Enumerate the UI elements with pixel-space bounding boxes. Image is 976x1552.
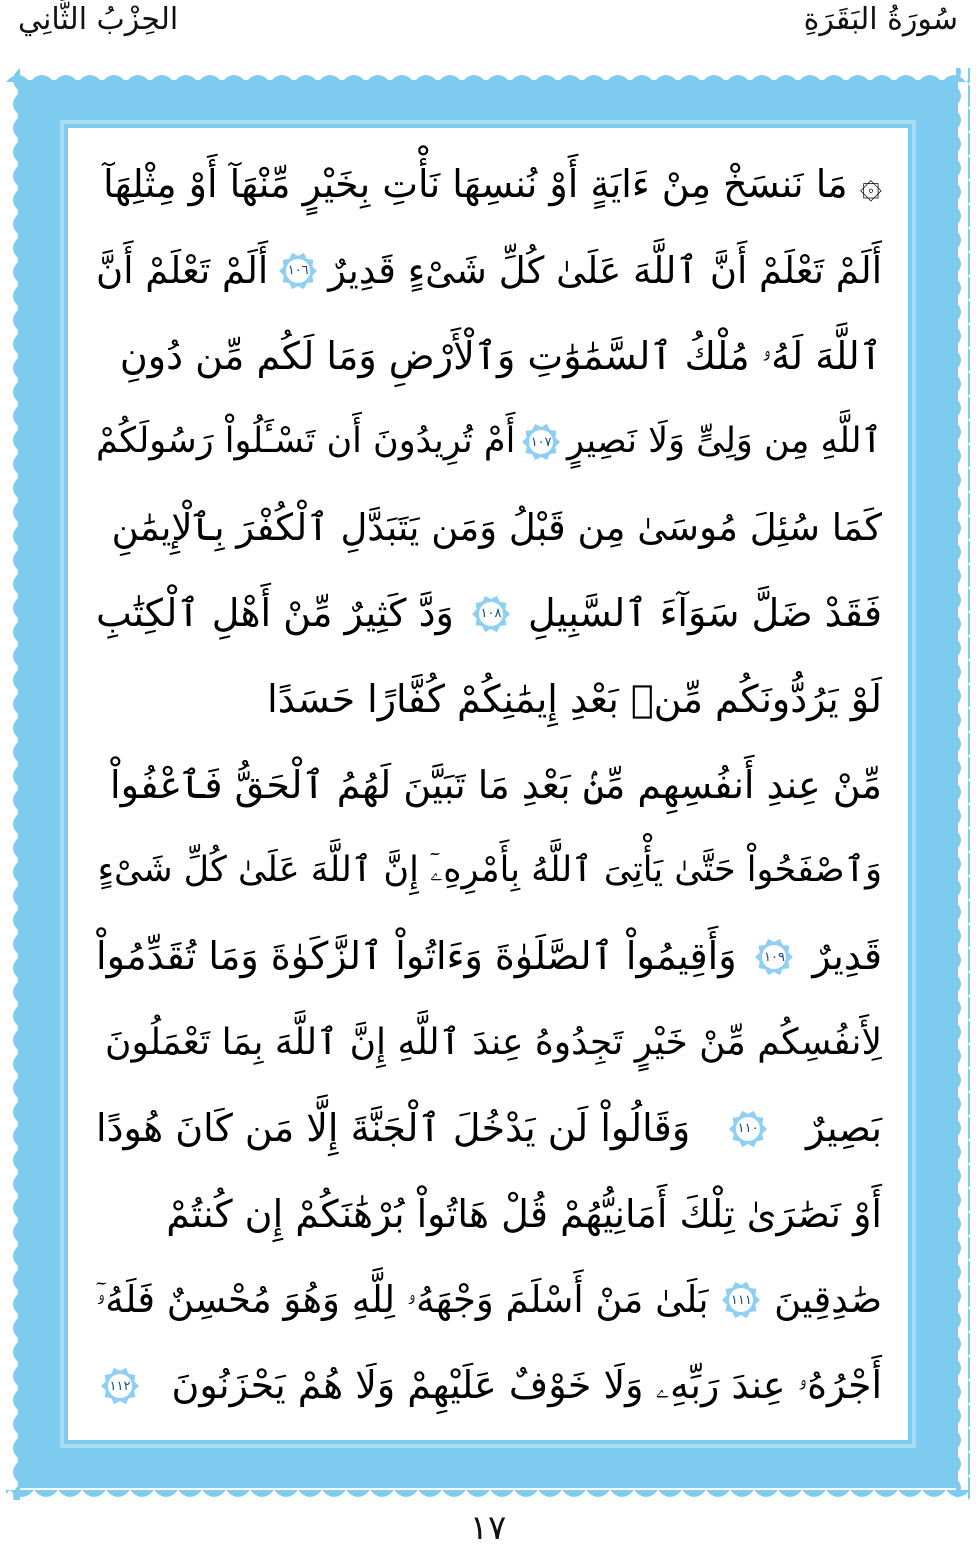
ayah-number-marker: [521, 422, 561, 462]
text-line: [96, 1172, 882, 1258]
text-line: [96, 1000, 882, 1086]
text-line: [96, 1086, 882, 1172]
page-header: [0, 0, 976, 60]
verse-text: أَلَمْ تَعْلَمْ أَنَّ ٱللَّهَ عَلَىٰ كُلِّ شَىْءٍ قَدِيرٌ: [328, 248, 882, 292]
quran-text-block: [96, 142, 882, 1429]
verse-text: بَصِيرٌ: [806, 1105, 882, 1150]
verse-text: فَقَدْ ضَلَّ سَوَآءَ ٱلسَّبِيلِ: [528, 590, 882, 635]
ayah-number-marker: [471, 594, 511, 634]
verse-text: وَأَقِيمُواْ ٱلصَّلَوٰةَ وَءَاتُواْ ٱلزَّكَوٰةَ وَمَا تُقَدِّمُواْ: [96, 934, 737, 979]
ayah-number-marker: [728, 1109, 768, 1149]
verse-text: ٱللَّهِ مِن وَلِىٍّ وَلَا نَصِيرٍ: [567, 421, 882, 462]
page-number: ١٧: [469, 1508, 507, 1548]
ayah-number-marker: [278, 251, 318, 291]
text-line: [96, 1257, 882, 1343]
verse-text: وَٱصْفَحُواْ حَتَّىٰ يَأْتِىَ ٱللَّهُ بِأَمْرِهِۦٓ إِنَّ ٱللَّهَ عَلَىٰ كُلِّ شَىْءٍ: [97, 850, 882, 891]
ayah-number: ١١١: [730, 1292, 752, 1308]
ayah-number-marker: [721, 1280, 761, 1320]
text-line: [96, 657, 882, 743]
text-line: [96, 1343, 882, 1429]
text-line: [96, 314, 882, 400]
text-line: [96, 399, 882, 485]
text-line: [96, 228, 882, 314]
ayah-number: ١٠٦: [287, 263, 309, 279]
ayah-number: ١٠٩: [764, 949, 785, 965]
ayah-number: ١٠٧: [530, 434, 552, 450]
verse-text: أَمْ تُرِيدُونَ أَن تَسْـَٔلُواْ رَسُولَكُمْ: [96, 421, 516, 462]
verse-text: وَقَالُواْ لَن يَدْخُلَ ٱلْجَنَّةَ إِلَّا مَن كَانَ هُودًا: [96, 1105, 691, 1150]
verse-text: صَٰدِقِينَ: [774, 1278, 882, 1322]
ayah-number: ١١٠: [737, 1121, 759, 1137]
verse-text: وَدَّ كَثِيرٌ مِّنْ أَهْلِ ٱلْكِتَٰبِ: [96, 590, 454, 635]
text-line: [96, 828, 882, 914]
surah-title: سُورَةُ البَقَرَةِ: [803, 2, 958, 37]
hizb-title: الحِزْبُ الثَّانِي: [18, 2, 179, 37]
text-line: [96, 914, 882, 1000]
text-line: [96, 571, 882, 657]
verse-text: لَوْ يَرُدُّونَكُم مِّنۢ بَعْدِ إِيمَٰنِكُمْ كُفَّارًا حَسَدًا: [267, 676, 882, 721]
text-line: [96, 142, 882, 228]
verse-text: ٱللَّهَ لَهُۥ مُلْكُ ٱلسَّمَٰوَٰتِ وَٱلْأَرْضِ وَمَا لَكُم مِّن دُونِ: [119, 333, 882, 378]
ayah-number-marker: [100, 1366, 140, 1406]
verse-text: كَمَا سُئِلَ مُوسَىٰ مِن قَبْلُ وَمَن يَتَبَدَّلِ ٱلْكُفْرَ بِٱلْإِيمَٰنِ: [111, 506, 882, 550]
ayah-number-marker: [754, 937, 794, 977]
verse-text: بَلَىٰ مَنْ أَسْلَمَ وَجْهَهُۥ لِلَّهِ وَهُوَ مُحْسِنٌ فَلَهُۥٓ: [96, 1278, 709, 1322]
ayah-number: ١١٢: [109, 1378, 131, 1394]
verse-text: أَلَمْ تَعْلَمْ أَنَّ: [96, 248, 269, 292]
text-line: [96, 485, 882, 571]
verse-text: قَدِيرٌ: [812, 934, 882, 979]
verse-text: أَجْرُهُۥ عِندَ رَبِّهِۦ وَلَا خَوْفٌ عَلَيْهِمْ وَلَا هُمْ يَحْزَنُونَ: [171, 1363, 882, 1408]
verse-text: لِأَنفُسِكُم مِّنْ خَيْرٍ تَجِدُوهُ عِندَ ٱللَّهِ إِنَّ ٱللَّهَ بِمَا تَعْمَلُونَ: [105, 1021, 882, 1063]
text-line: [96, 743, 882, 829]
ayah-number: ١٠٨: [480, 606, 502, 622]
verse-text: أَوْ نَصَٰرَىٰ تِلْكَ أَمَانِيُّهُمْ قُلْ هَاتُواْ بُرْهَٰنَكُمْ إِن كُنتُمْ: [166, 1191, 882, 1236]
verse-text: ۞ مَا نَنسَخْ مِنْ ءَايَةٍ أَوْ نُنسِهَا نَأْتِ بِخَيْرٍ مِّنْهَآ أَوْ مِثْلِهَآ: [103, 162, 882, 206]
verse-text: مِّنْ عِندِ أَنفُسِهِم مِّنۢ بَعْدِ مَا تَبَيَّنَ لَهُمُ ٱلْحَقُّ فَٱعْفُواْ: [110, 762, 882, 807]
